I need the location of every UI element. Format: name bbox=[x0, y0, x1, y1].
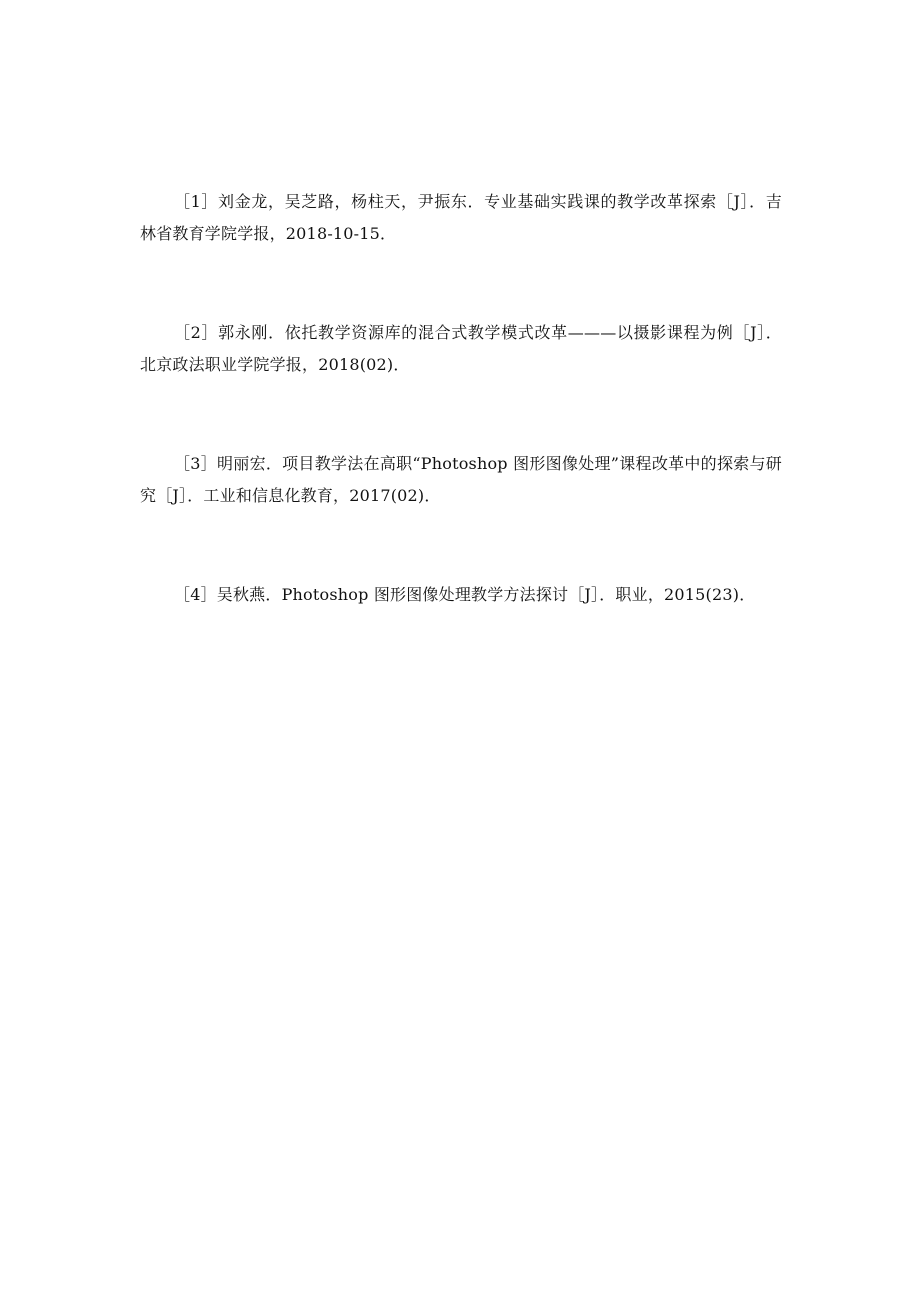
reference-item-2: ［2］郭永刚．依托教学资源库的混合式教学模式改革———以摄影课程为例［J］．北京政法职业学院学报，2018(02)． bbox=[140, 323, 782, 374]
reference-item-1: ［1］刘金龙，吴芝路，杨柱天，尹振东．专业基础实践课的教学改革探索［J］．吉林省教育学院学报，2018-10-15． bbox=[140, 192, 782, 243]
reference-item-4: ［4］吴秋燕．Photoshop 图形图像处理教学方法探讨［J］．职业，2015(23)． bbox=[174, 585, 756, 604]
reference-item-3: ［3］明丽宏．项目教学法在高职“Photoshop 图形图像处理”课程改革中的探索与研究［J］．工业和信息化教育，2017(02)． bbox=[140, 454, 782, 505]
reference-list bbox=[140, 186, 782, 611]
